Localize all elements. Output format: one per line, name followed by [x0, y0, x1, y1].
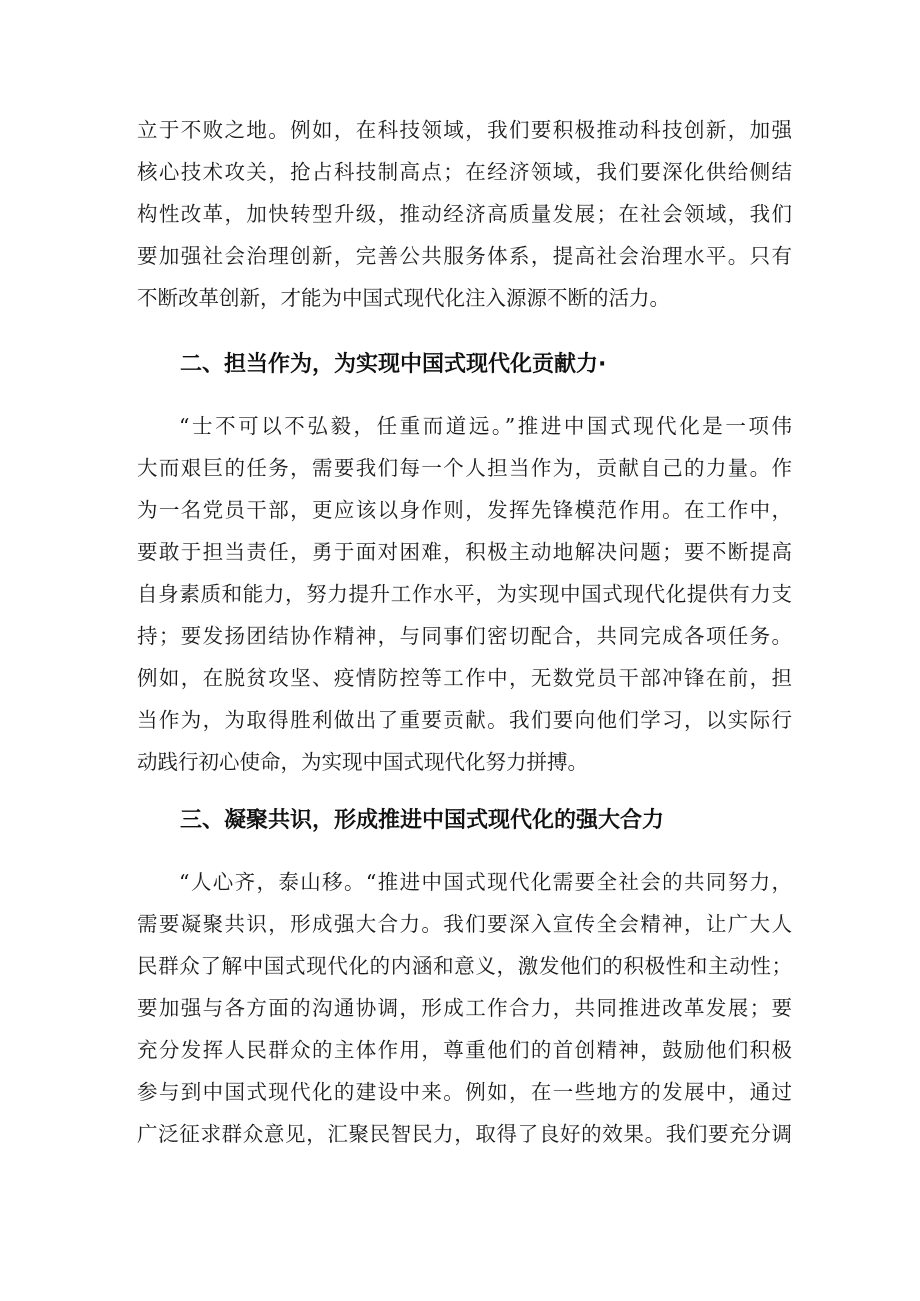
paragraph-line: 民群众了解中国式现代化的内涵和意义，激发他们的积极性和主动性；: [137, 954, 792, 978]
paragraph-line: 需要凝聚共识，形成强大合力。我们要深入宣传全会精神，让广大人: [137, 912, 792, 936]
paragraph-line: 立于不败之地。例如，在科技领域，我们要积极推动科技创新，加强: [137, 118, 792, 142]
paragraph-line: 大而艰巨的任务，需要我们每一个人担当作为，贡献自己的力量。作: [137, 456, 792, 480]
paragraph-1: [137, 109, 792, 319]
paragraph-line: 充分发挥人民群众的主体作用，尊重他们的首创精神，鼓励他们积极: [137, 1038, 792, 1062]
paragraph-line: 要加强与各方面的沟通协调，形成工作合力，共同推进改革发展；要: [137, 996, 792, 1020]
paragraph-line: 参与到中国式现代化的建设中来。例如，在一些地方的发展中，通过: [137, 1080, 792, 1104]
paragraph-line: 动践行初心使命，为实现中国式现代化努力拼搏。: [137, 750, 588, 774]
paragraph-line: “士不可以不弘毅，任重而道远。”推进中国式现代化是一项伟: [179, 414, 792, 438]
section-heading-2: 二、担当作为，为实现中国式现代化贡献力·: [180, 352, 607, 377]
paragraph-1-text: [137, 109, 792, 319]
paragraph-line: 构性改革，加快转型升级，推动经济高质量发展；在社会领域，我们: [137, 202, 792, 226]
paragraph-line: 不断改革创新，才能为中国式现代化注入源源不断的活力。: [137, 286, 670, 310]
paragraph-line: 核心技术攻关，抢占科技制高点；在经济领域，我们要深化供给侧结: [137, 160, 792, 184]
paragraph-2-text: [137, 405, 792, 783]
paragraph-line: 广泛征求群众意见，汇聚民智民力，取得了良好的效果。我们要充分调: [137, 1122, 792, 1146]
paragraph-line: 例如，在脱贫攻坚、疫情防控等工作中，无数党员干部冲锋在前，担: [137, 666, 792, 690]
paragraph-line: 持；要发扬团结协作精神，与同事们密切配合，共同完成各项任务。: [137, 624, 792, 648]
paragraph-3-text: [137, 861, 792, 1155]
paragraph-line: 为一名党员干部，更应该以身作则，发挥先锋模范作用。在工作中，: [137, 498, 792, 522]
paragraph-line: 要加强社会治理创新，完善公共服务体系，提高社会治理水平。只有: [137, 244, 792, 268]
paragraph-3: [137, 861, 792, 1155]
paragraph-2: [137, 405, 792, 783]
paragraph-line: 自身素质和能力，努力提升工作水平，为实现中国式现代化提供有力支: [137, 582, 792, 606]
paragraph-line: 要敢于担当责任，勇于面对困难，积极主动地解决问题；要不断提高: [137, 540, 792, 564]
section-heading-3: 三、凝聚共识，形成推进中国式现代化的强大合力: [180, 808, 665, 833]
paragraph-line: “人心齐，泰山移。“推进中国式现代化需要全社会的共同努力，: [179, 870, 792, 894]
paragraph-line: 当作为，为取得胜利做出了重要贡献。我们要向他们学习，以实际行: [137, 708, 792, 732]
